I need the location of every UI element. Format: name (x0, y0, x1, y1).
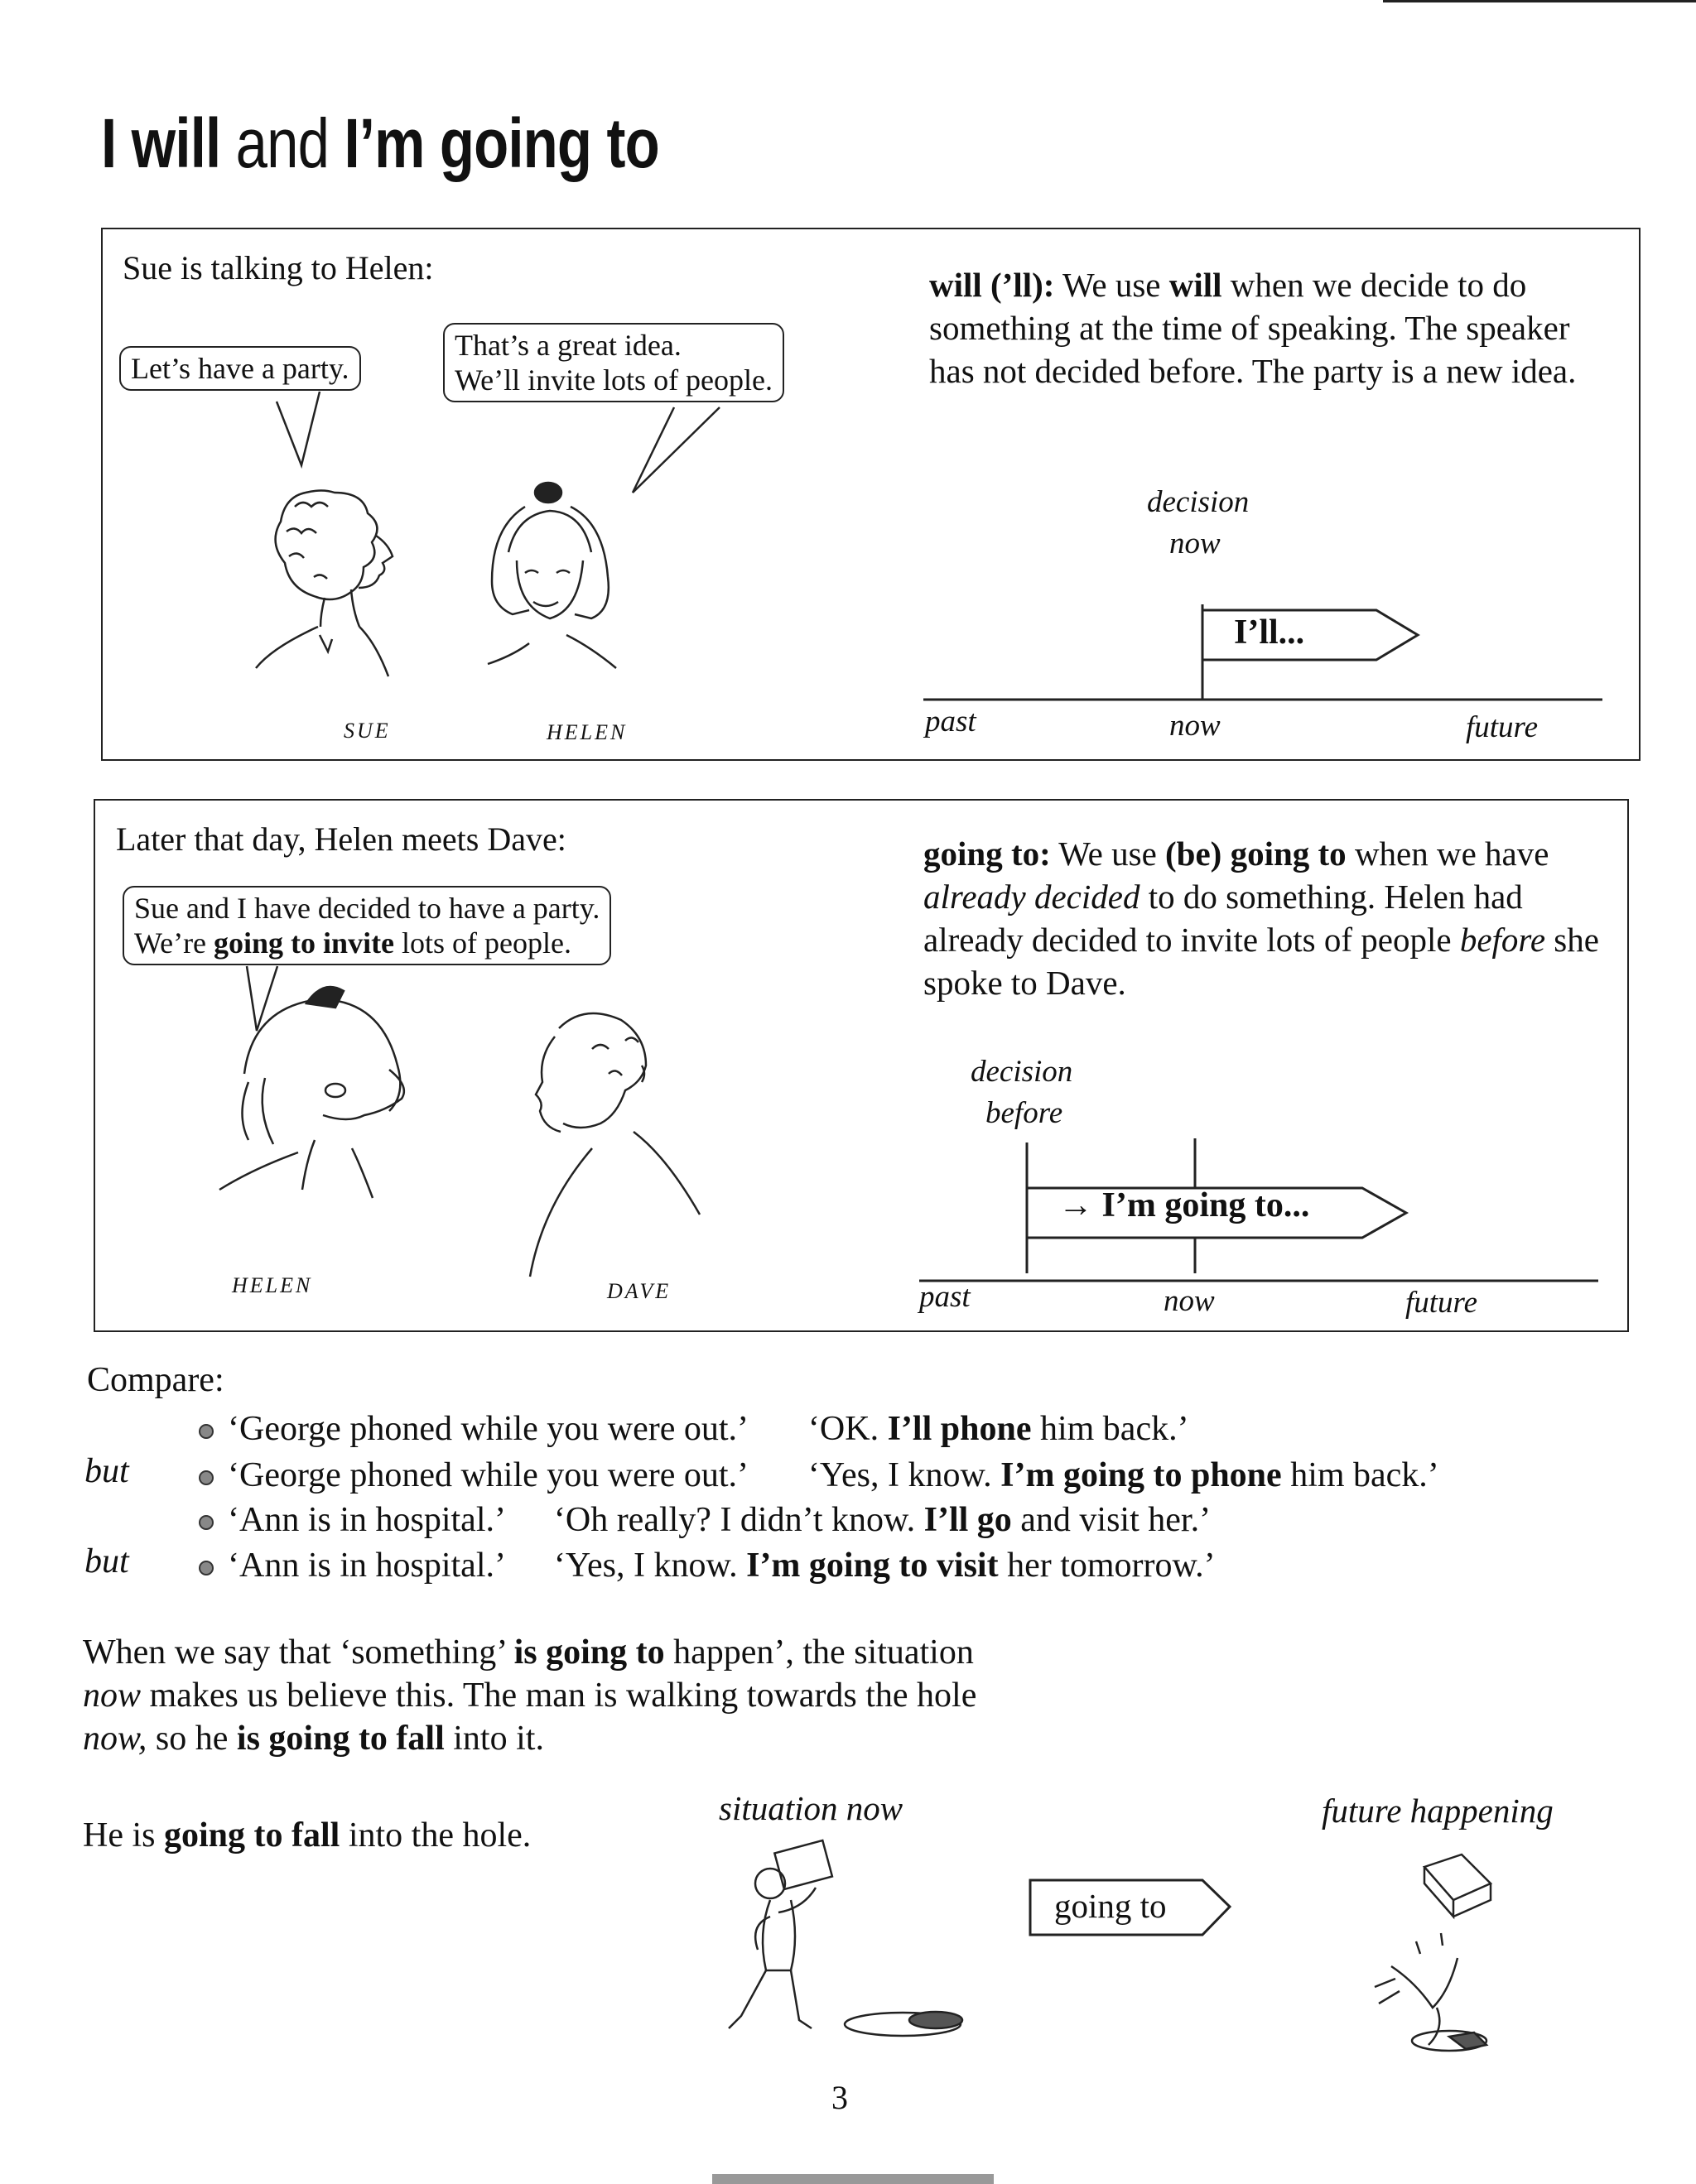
bullet-2 (199, 1470, 214, 1485)
helen-dave-illustration (95, 801, 890, 1327)
label-sue: SUE (344, 719, 391, 743)
para-p2: happen’, the situation (673, 1633, 974, 1672)
situation-now-caption: situation now (719, 1789, 903, 1827)
timeline1-now: now (1169, 709, 1221, 743)
bullet-4 (199, 1561, 214, 1575)
bullet-3 (199, 1515, 214, 1530)
explain1-rest: when we decide to do something at the time of speaking. The speaker has not decided before. The party is a new idea. (929, 266, 1577, 390)
fall-bold: going to fall (164, 1816, 340, 1854)
para-b1: is going to (513, 1633, 665, 1672)
para-i1: now (83, 1676, 142, 1715)
panel1-explanation (929, 263, 1608, 392)
panel1-heading: Sue is talking to Helen: (123, 249, 434, 286)
explain1-pre: We use (1062, 266, 1161, 304)
bubble2-line2-bold: going to invite (214, 926, 395, 960)
para-p4: so he (155, 1720, 229, 1758)
row3-answer-bold: I’ll go (923, 1501, 1012, 1539)
title-part-going-to: I’m going to (344, 104, 659, 182)
bubble2-line2-post: lots of people. (402, 926, 572, 960)
timeline2-now: now (1164, 1284, 1215, 1318)
sue-figure (256, 491, 393, 677)
arrow-going-to-label: → I’m going to... (1058, 1186, 1310, 1224)
compare-label: Compare: (87, 1361, 224, 1399)
fall-pre: He is (83, 1816, 156, 1854)
compare-row-1 (228, 1409, 1189, 1449)
title-part-will: I will (101, 104, 221, 182)
bubble-sue: Let’s have a party. (119, 346, 361, 391)
label-helen: HELEN (547, 720, 628, 744)
term-will: will (’ll): (929, 266, 1055, 304)
row2-answer-post: him back.’ (1290, 1456, 1439, 1494)
bubble2-tail (247, 966, 277, 1031)
bubble-helen-tail (633, 407, 720, 493)
para-p1: When we say that ‘something’ (83, 1633, 506, 1672)
row4-answer-pre: ‘Yes, I know. (553, 1547, 738, 1585)
timeline2-decision: decision (971, 1055, 1073, 1089)
explain2-rest2: she spoke to Dave. (923, 921, 1599, 1002)
para-p3: makes us believe this. The man is walking towards the hole (149, 1676, 977, 1715)
timeline2-decision-before: before (985, 1096, 1063, 1130)
bubble2-line2-pre: We’re (134, 926, 207, 960)
timeline2-future: future (1405, 1286, 1478, 1320)
arrow-ill-label: I’ll... (1234, 613, 1305, 652)
bubble-sue-tail (277, 392, 320, 465)
row1-answer-pre: ‘OK. (807, 1410, 879, 1448)
timeline2-past: past (919, 1280, 971, 1314)
page-number: 3 (831, 2079, 848, 2116)
explain2-term2: (be) going to (1165, 835, 1347, 873)
helen2-figure (219, 987, 404, 1198)
label-helen-2: HELEN (232, 1273, 313, 1297)
timeline1-past: past (925, 705, 976, 738)
sue-helen-illustration (103, 229, 898, 756)
row3-answer-pre: ‘Oh really? I didn’t know. (553, 1501, 916, 1539)
man-walking-illustration (720, 1838, 985, 2053)
row2-answer-pre: ‘Yes, I know. (807, 1456, 992, 1494)
panel2-explanation (923, 832, 1611, 1004)
para-b2: is going to fall (236, 1720, 445, 1758)
but-label-2: but (84, 1542, 129, 1580)
explain2-italic2: before (1459, 921, 1546, 959)
timeline1-decision: decision (1147, 485, 1250, 519)
row3-quote: ‘Ann is in hospital.’ (228, 1501, 504, 1539)
row1-answer-bold: I’ll phone (887, 1410, 1032, 1448)
row1-answer-post: him back.’ (1039, 1410, 1189, 1448)
scan-edge-bottom (712, 2174, 994, 2184)
row4-quote: ‘Ann is in hospital.’ (228, 1547, 504, 1585)
but-label-1: but (84, 1452, 129, 1490)
man-falling-illustration (1342, 1842, 1532, 2066)
label-dave: DAVE (607, 1279, 672, 1303)
bullet-1 (199, 1424, 214, 1439)
box-carried (774, 1840, 832, 1889)
row2-quote: ‘George phoned while you were out.’ (228, 1456, 746, 1494)
man-head (755, 1869, 785, 1898)
bubble2-line1: Sue and I have decided to have a party. (134, 892, 600, 925)
fall-sentence (83, 1816, 531, 1855)
timeline1-decision-now: now (1169, 527, 1221, 560)
timeline1-future: future (1466, 710, 1539, 744)
row4-answer-post: her tomorrow.’ (1007, 1547, 1216, 1585)
bubble-helen-line2: We’ll invite lots of people. (455, 363, 773, 397)
going-to-paragraph (83, 1631, 1010, 1760)
row1-quote: ‘George phoned while you were out.’ (228, 1410, 746, 1448)
title-part-and: and (235, 104, 330, 182)
helen-figure (488, 483, 616, 668)
row2-answer-bold: I’m going to phone (1000, 1456, 1282, 1494)
para-i2: now, (83, 1720, 147, 1758)
explain2-italic: already decided (923, 878, 1140, 916)
explain2-pre: We use (1058, 835, 1157, 873)
panel2-heading: Later that day, Helen meets Dave: (116, 820, 566, 858)
going-to-box-label: going to (1054, 1887, 1167, 1925)
row3-answer-post: and visit her.’ (1020, 1501, 1212, 1539)
term-going-to: going to: (923, 835, 1051, 873)
para-p5: into it. (453, 1720, 544, 1758)
explain1-term2: will (1168, 266, 1222, 304)
explain2-rest1: to do something. Helen had already decided to invite lots of people (923, 878, 1523, 959)
future-happening-caption: future happening (1322, 1792, 1554, 1830)
page-title (101, 103, 659, 184)
fall-post: into the hole. (348, 1816, 532, 1854)
compare-row-3 (228, 1500, 1211, 1540)
compare-row-2 (228, 1455, 1439, 1495)
row4-answer-bold: I’m going to visit (746, 1547, 999, 1585)
dave-figure (530, 1013, 700, 1277)
bubble-helen-line1: That’s a great idea. (455, 329, 682, 362)
explain2-mid: when we have (1354, 835, 1549, 873)
compare-row-4 (228, 1546, 1216, 1585)
scan-edge-top (1383, 0, 1696, 2)
